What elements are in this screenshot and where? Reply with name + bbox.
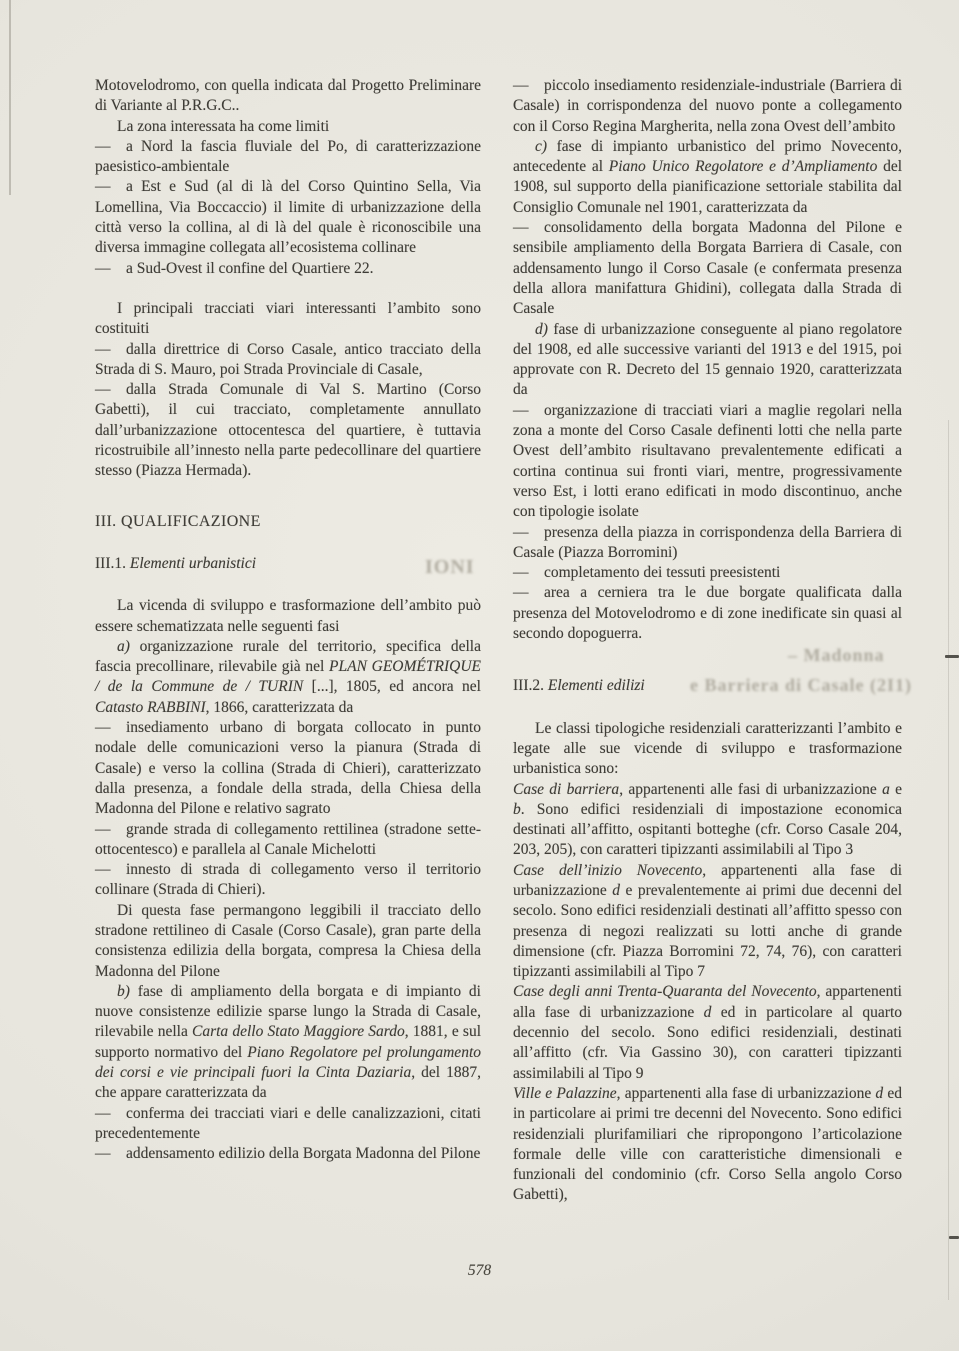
text-segment: d xyxy=(875,1084,884,1102)
text-segment: fase di urbanizzazione conseguente al piano regolatore del 1908, ed alle successive varianti del 1913 e del 1915, poi approvate con R. Decreto del 15 gennaio 1920, caratterizzata da xyxy=(513,320,902,399)
paragraph xyxy=(95,596,481,637)
text-segment: — completamento dei tessuti preesistenti xyxy=(513,564,781,582)
text-segment: , appartenenti alla fase di urbanizzazione xyxy=(513,861,902,899)
text-segment: d) xyxy=(535,320,548,338)
text-segment: fase di ampliamento della borgata e di impianto di nuove consistenze edilizie sparse lungo la Strada di Casale, rilevabile nella xyxy=(95,982,481,1041)
text-segment: , appartenenti alla fase di urbanizzazione xyxy=(513,983,902,1021)
text-segment: La zona interessata ha come limiti xyxy=(117,117,330,135)
text-segment: Ville e Palazzine xyxy=(513,1084,617,1102)
text-segment: — insediamento urbano di borgata collocato in punto nodale delle comunicazioni verso la pianura (Strada di Casale) e verso la collina (Strada di Chieri), caratterizzato dalla presenza, a fondale della strada, della Chiesa della Madonna del Pilone e relativo sagrato xyxy=(95,719,481,818)
text-segment: III.1. xyxy=(95,554,130,572)
paragraph xyxy=(95,820,481,861)
text-segment: I principali tracciati viari interessanti l’ambito sono costituiti xyxy=(95,299,481,338)
paragraph xyxy=(513,401,902,523)
text-segment: b xyxy=(513,800,521,818)
paragraph xyxy=(513,583,902,644)
paragraph xyxy=(513,563,902,583)
text-segment: ed in particolare al quarto decennio del secolo. Sono edifici residenziali, destinati all’affitto (cfr. Via Gassino 30), con caratteri tipizzanti assimilabili al Tipo 9 xyxy=(513,1003,903,1082)
text-segment: fase di impianto urbanistico del primo Novecento, antecedente al xyxy=(513,137,902,176)
section-heading xyxy=(95,554,481,574)
text-segment: — area a cerniera tra le due borgate qualificata dalla presenza del Motovelodromo e di zone inedificate sin quasi al secondo dopoguerra. xyxy=(513,584,902,643)
paragraph xyxy=(513,982,902,1083)
text-segment: — piccolo insediamento residenziale-industriale (Barriera di Casale) in corrispondenza del nuovo ponte a collegamento con il Corso Regina Margherita, nella zona Ovest dell’ambito xyxy=(513,77,902,135)
text-segment: — innesto di strada di collegamento verso il territorio collinare (Strada di Chieri). xyxy=(95,861,481,899)
text-segment: a) xyxy=(117,637,130,655)
text-segment: — dalla Strada Comunale di Val S. Martino (Corso Gabetti), il cui tracciato, completamente annullato dall’urbanizzazione ottocentesca del quartiere, è tuttavia ricostruibile all’innesto nella parte pedecollinare del quartiere stesso (Piazza Hermada). xyxy=(95,381,481,480)
text-segment: Case di barriera xyxy=(513,780,620,798)
paragraph xyxy=(513,780,902,861)
paragraph xyxy=(95,76,481,117)
ghost-bleedthrough-text: IONI xyxy=(425,556,475,578)
paragraph xyxy=(95,901,481,982)
text-segment: e xyxy=(889,780,902,798)
scan-artifact-left-line xyxy=(9,0,11,195)
text-segment: III.2. xyxy=(513,677,548,695)
paragraph xyxy=(513,861,902,983)
paragraph xyxy=(513,137,902,218)
text-segment: Elementi urbanistici xyxy=(129,554,257,572)
text-segment: — consolidamento della borgata Madonna del Pilone e sensibile ampliamento della Borgata Barriera di Casale, con addensamento lungo il Corso Casale (e confermata presenza della allora manifattura Ghidini), collegata dalla Strada di Casale xyxy=(513,219,902,318)
text-segment: Case degli anni Trenta-Quaranta del Novecento xyxy=(513,983,817,1001)
text-segment: Elementi edilizi xyxy=(547,677,645,695)
text-segment: , 1866, caratterizzata da xyxy=(205,698,354,716)
text-segment: — conferma dei tracciati viari e delle canalizzazioni, citati precedentemente xyxy=(95,1104,481,1142)
scan-artifact-right-line xyxy=(948,420,949,1300)
text-segment: — dalla direttrice di Corso Casale, antico tracciato della Strada di S. Mauro, poi Strada Provinciale di Casale, xyxy=(95,340,481,378)
text-segment: , appartenenti alle fasi di urbanizzazione xyxy=(619,780,883,798)
text-segment: III. QUALIFICAZIONE xyxy=(95,512,261,530)
paragraph xyxy=(95,1144,481,1164)
text-segment: del 1908, sul supporto della pianificazione settoriale stabilita dal Consiglio Comunale nel 1901, caratterizzata da xyxy=(513,158,903,216)
paragraph xyxy=(513,719,902,780)
text-segment: Piano Regolatore pel prolungamento dei corsi e vie principali fuori la Cinta Daziaria xyxy=(95,1043,481,1082)
text-segment: — organizzazione di tracciati viari a maglie regolari nella zona a monte del Corso Casale definenti lotti che nella parte Ovest dell’ambito risultavano prevalentemente edificati a cortina continua sui fronti viari, mentre, progressivamente verso Est, i lotti erano edificati in modo discontinuo, anche con tipologie isolate xyxy=(513,401,902,521)
paragraph xyxy=(95,117,481,137)
text-segment: ed in particolare ai primi tre decenni del Novecento. Sono edifici residenziali plurifamiliari che ripropongono l’articolazione formale delle ville con caratteristiche dimensionali e funzionali del condominio (cfr. Corso Sella angolo Corso Gabetti), xyxy=(513,1084,902,1204)
paragraph xyxy=(95,137,481,178)
paragraph xyxy=(95,259,481,279)
text-segment: Piano Unico Regolatore e d’Ampliamento xyxy=(608,158,878,176)
scan-artifact-margin-mark xyxy=(945,655,959,658)
text-segment: Le classi tipologiche residenziali caratterizzanti l’ambito e legate alle sue vicende di sviluppo e trasformazione urbanistica sono: xyxy=(513,719,902,778)
paragraph xyxy=(513,523,902,564)
text-segment: — addensamento edilizio della Borgata Madonna del Pilone xyxy=(95,1145,481,1163)
ghost-bleedthrough-text: e Barriera di Casale (2I1) xyxy=(690,675,912,695)
text-segment: b) xyxy=(117,982,130,1000)
text-segment: — grande strada di collegamento rettilinea (stradone sette-ottocentesco) e parallela al Canale Michelotti xyxy=(95,820,481,858)
paragraph xyxy=(513,76,902,137)
text-segment: d xyxy=(612,881,621,899)
text-segment: — a Nord la fascia fluviale del Po, di caratterizzazione paesistico-ambientale xyxy=(95,137,481,176)
paragraph xyxy=(513,1084,902,1206)
paragraph xyxy=(513,320,902,401)
paragraph xyxy=(95,340,481,381)
paragraph xyxy=(95,177,481,258)
text-segment: e prevalentemente ai primi due decenni del secolo. Sono edifici residenziali destinati all’affitto spesso con presenza di negozi realizzati su lotti anche di grande dimensione (cfr. Piazza Borromini 72, 74, 76), con caratteri tipizzanti assimilabili al Tipo 7 xyxy=(513,881,902,981)
text-segment: — presenza della piazza in corrispondenza della Barriera di Casale (Piazza Borromini) xyxy=(513,523,902,561)
paragraph xyxy=(95,982,481,1104)
text-segment: La vicenda di sviluppo e trasformazione dell’ambito può essere schematizzata nelle seguenti fasi xyxy=(95,597,481,635)
text-segment: Motovelodromo, con quella indicata dal Progetto Preliminare di Variante al P.R.G.C.. xyxy=(95,77,481,115)
text-segment: — a Sud-Ovest il confine del Quartiere 22. xyxy=(95,259,374,277)
text-segment: organizzazione rurale del territorio, specifica della fascia precollinare, rilevabile già nel xyxy=(95,637,481,676)
page-number: 578 xyxy=(467,1262,492,1279)
paragraph xyxy=(95,637,481,718)
scan-artifact-margin-mark xyxy=(949,1236,959,1239)
text-segment: [...], 1805, ed ancora nel xyxy=(303,678,481,696)
text-segment: Di questa fase permangono leggibili il tracciato dello stradone rettilineo di Casale (Corso Casale), gran parte della consistenza edilizia della borgata, compresa la Chiesa della Madonna del Pilone xyxy=(95,901,481,980)
text-segment: Case dell’inizio Novecento xyxy=(513,861,703,879)
text-segment: . Sono edifici residenziali di impostazione economica destinati all’affitto, ospitanti botteghe (cfr. Corso Casale 204, 203, 205), con caratteri tipizzanti assimilabili al Tipo 3 xyxy=(513,800,902,859)
paragraph xyxy=(95,860,481,901)
text-segment: a xyxy=(882,780,890,798)
ghost-bleedthrough-text: – Madonna xyxy=(788,645,885,665)
text-segment: Catasto RABBINI xyxy=(95,698,206,716)
text-column-left xyxy=(95,76,481,1165)
text-segment: c) xyxy=(535,137,548,155)
paragraph xyxy=(513,218,902,319)
text-segment: , del 1887, che appare caratterizzata da xyxy=(95,1064,482,1102)
text-segment: Carta dello Stato Maggiore Sardo xyxy=(192,1023,405,1041)
text-column-right xyxy=(513,76,902,1206)
paragraph xyxy=(95,299,481,340)
text-segment: d xyxy=(703,1003,712,1021)
text-segment: PLAN GEOMÉTRIQUE / de la Commune de / TURIN xyxy=(95,658,481,696)
paragraph xyxy=(95,1104,481,1145)
section-heading xyxy=(95,512,481,532)
text-segment: — a Est e Sud (al di là del Corso Quintino Sella, Via Lomellina, Via Boccaccio) il limite di urbanizzazione della città verso la collina, al di là del quale è riconoscibile una diversa immagine collegata all’ecosistema collinare xyxy=(95,178,481,257)
paragraph xyxy=(95,380,481,481)
text-segment: , 1881, e sul supporto normativo del xyxy=(95,1023,481,1061)
paragraph xyxy=(95,718,481,819)
text-segment: , appartenenti alla fase di urbanizzazione xyxy=(616,1084,876,1102)
